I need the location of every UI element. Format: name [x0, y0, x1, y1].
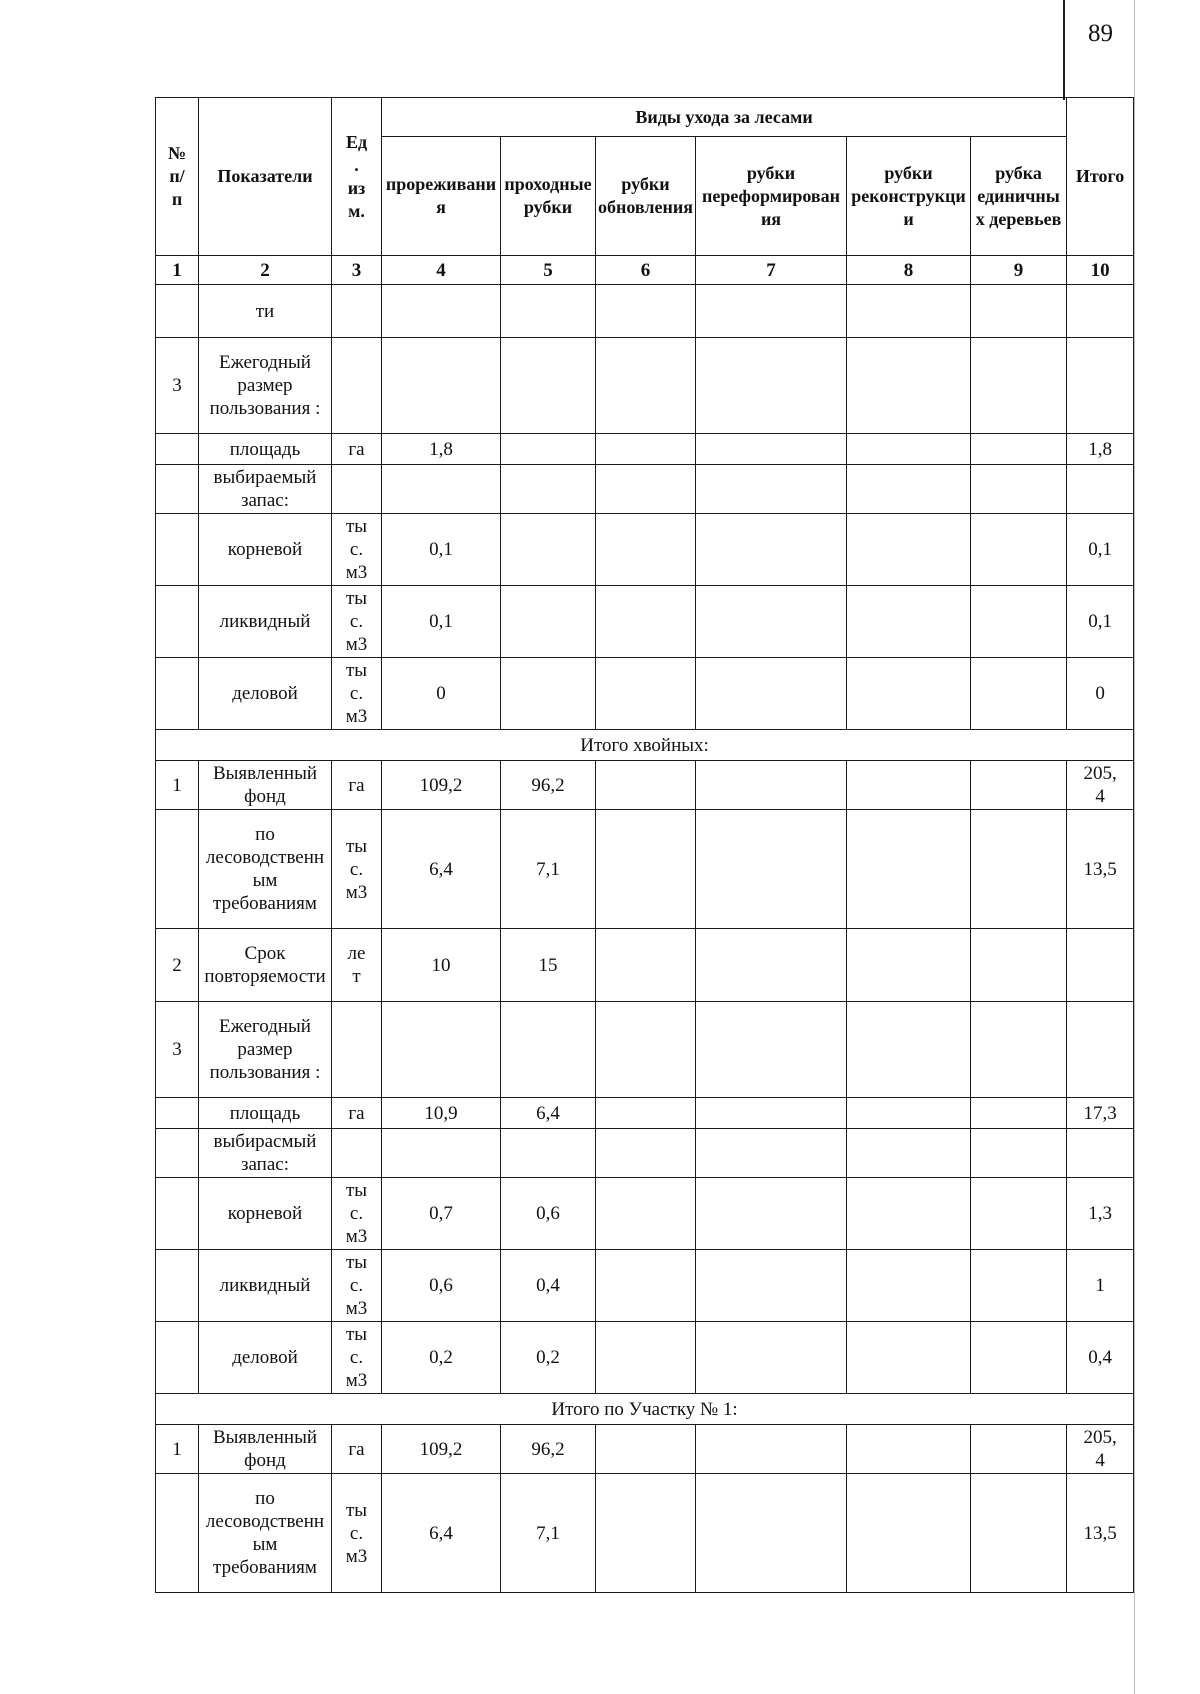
col-header-indicators: Показатели — [199, 98, 332, 256]
table-cell — [971, 285, 1067, 338]
table-cell — [156, 514, 199, 586]
table-cell — [847, 1002, 971, 1098]
col-group-header-care-types: Виды ухода за лесами — [382, 98, 1067, 137]
table-cell: 109,2 — [382, 761, 501, 810]
table-row — [156, 658, 1134, 730]
table-cell — [847, 810, 971, 929]
table-cell — [971, 658, 1067, 730]
table-cell — [1067, 1129, 1134, 1178]
table-cell — [847, 514, 971, 586]
table-cell — [501, 338, 596, 434]
table-cell — [382, 1129, 501, 1178]
table-cell — [596, 285, 696, 338]
table-row — [156, 761, 1134, 810]
table-cell — [596, 1098, 696, 1129]
table-cell — [971, 1098, 1067, 1129]
table-cell — [971, 1322, 1067, 1394]
table-cell — [696, 586, 847, 658]
table-cell — [696, 338, 847, 434]
column-number: 9 — [971, 256, 1067, 285]
table-cell — [501, 465, 596, 514]
table-cell — [971, 1178, 1067, 1250]
col-header-thinning: прореживания — [382, 137, 501, 256]
table-cell — [332, 338, 382, 434]
table-cell — [696, 929, 847, 1002]
table-cell — [596, 514, 696, 586]
table-cell — [971, 810, 1067, 929]
table-cell: 96,2 — [501, 1425, 596, 1474]
table-cell — [501, 586, 596, 658]
table-cell: ты с. м3 — [332, 1474, 382, 1593]
table-cell — [971, 929, 1067, 1002]
col-header-single-tree-cutting: рубка единичных деревьев — [971, 137, 1067, 256]
table-cell: ты с. м3 — [332, 658, 382, 730]
table-row — [156, 1002, 1134, 1098]
table-cell: по лесоводственным требованиям — [199, 810, 332, 929]
table-cell — [971, 1129, 1067, 1178]
table-cell — [847, 1178, 971, 1250]
table-cell: Ежегодный размер пользования : — [199, 338, 332, 434]
table-cell: 10 — [382, 929, 501, 1002]
table-cell — [382, 1002, 501, 1098]
table-cell: выбираемый запас: — [199, 465, 332, 514]
table-cell: Выявленный фонд — [199, 761, 332, 810]
table-cell — [847, 1322, 971, 1394]
table-row — [156, 1474, 1134, 1593]
col-header-passage-cutting: проходные рубки — [501, 137, 596, 256]
table-cell — [847, 929, 971, 1002]
table-cell — [156, 658, 199, 730]
table-cell: ти — [199, 285, 332, 338]
col-header-unit: Ед . из м. — [332, 98, 382, 256]
table-cell — [156, 465, 199, 514]
table-cell — [1067, 465, 1134, 514]
table-cell: 7,1 — [501, 810, 596, 929]
table-cell — [847, 586, 971, 658]
table-row — [156, 434, 1134, 465]
table-cell: ты с. м3 — [332, 586, 382, 658]
table-cell: ты с. м3 — [332, 1250, 382, 1322]
table-cell: 3 — [156, 1002, 199, 1098]
table-row — [156, 1129, 1134, 1178]
column-number: 2 — [199, 256, 332, 285]
table-cell — [1067, 1002, 1134, 1098]
column-number: 6 — [596, 256, 696, 285]
table-cell — [847, 465, 971, 514]
table-cell: корневой — [199, 1178, 332, 1250]
col-header-reconstruction-cutting: рубки реконструкции — [847, 137, 971, 256]
section-title: Итого хвойных: — [156, 730, 1134, 761]
table-cell — [971, 1002, 1067, 1098]
table-cell — [382, 338, 501, 434]
header-row-group — [156, 98, 1134, 137]
table-cell — [596, 810, 696, 929]
table-cell: Ежегодный размер пользования : — [199, 1002, 332, 1098]
table-cell — [696, 658, 847, 730]
table-cell: 0,1 — [1067, 586, 1134, 658]
col-header-renewal-cutting: рубки обновления — [596, 137, 696, 256]
table-row — [156, 1250, 1134, 1322]
table-cell — [596, 658, 696, 730]
table-cell: 0,7 — [382, 1178, 501, 1250]
column-number: 3 — [332, 256, 382, 285]
table-cell — [501, 658, 596, 730]
table-cell: 1 — [156, 761, 199, 810]
table-cell: га — [332, 761, 382, 810]
table-cell: 1 — [156, 1425, 199, 1474]
table-cell — [156, 586, 199, 658]
table-cell: 0,2 — [382, 1322, 501, 1394]
table-cell — [847, 1098, 971, 1129]
table-cell: 0,2 — [501, 1322, 596, 1394]
table-cell: 0 — [382, 658, 501, 730]
table-cell — [156, 1098, 199, 1129]
table-cell: га — [332, 1098, 382, 1129]
table-cell — [156, 810, 199, 929]
table-cell: га — [332, 1425, 382, 1474]
table-cell: ле т — [332, 929, 382, 1002]
table-cell: 205, 4 — [1067, 1425, 1134, 1474]
table-cell: площадь — [199, 434, 332, 465]
scan-edge-line — [1134, 0, 1135, 1694]
table-cell — [596, 1178, 696, 1250]
table-cell — [501, 285, 596, 338]
table-cell: 96,2 — [501, 761, 596, 810]
table-cell — [696, 1002, 847, 1098]
table-row — [156, 810, 1134, 929]
table-cell — [971, 465, 1067, 514]
table-row — [156, 929, 1134, 1002]
table-cell — [696, 1178, 847, 1250]
section-total-row — [156, 730, 1134, 761]
table-cell — [596, 586, 696, 658]
table-cell: 109,2 — [382, 1425, 501, 1474]
table-cell — [156, 1322, 199, 1394]
table-row — [156, 465, 1134, 514]
table-cell: 1 — [1067, 1250, 1134, 1322]
table-cell — [696, 1474, 847, 1593]
table-cell — [847, 1425, 971, 1474]
col-header-total: Итого — [1067, 98, 1134, 256]
table-cell: 13,5 — [1067, 810, 1134, 929]
table-row — [156, 1322, 1134, 1394]
table-body — [156, 256, 1134, 1593]
scan-binding-line — [1063, 0, 1065, 100]
table-cell: Выявленный фонд — [199, 1425, 332, 1474]
table-cell: по лесоводственным требованиям — [199, 1474, 332, 1593]
table-cell — [156, 1474, 199, 1593]
table-cell — [847, 285, 971, 338]
table-cell — [596, 761, 696, 810]
table-cell: 6,4 — [501, 1098, 596, 1129]
table-cell — [382, 465, 501, 514]
table-cell: 2 — [156, 929, 199, 1002]
table-cell: ты с. м3 — [332, 1178, 382, 1250]
table-cell — [332, 1002, 382, 1098]
table-cell — [696, 1098, 847, 1129]
table-cell — [596, 1129, 696, 1178]
table-cell — [156, 1178, 199, 1250]
table-cell — [971, 434, 1067, 465]
table-cell — [971, 514, 1067, 586]
table-cell — [696, 810, 847, 929]
table-cell — [971, 1474, 1067, 1593]
table-cell — [696, 761, 847, 810]
table-row — [156, 514, 1134, 586]
column-number: 1 — [156, 256, 199, 285]
table-cell: 0,1 — [382, 586, 501, 658]
table-cell — [696, 285, 847, 338]
page-number: 89 — [1088, 20, 1113, 47]
table-cell: 0 — [1067, 658, 1134, 730]
table-cell: 0,1 — [1067, 514, 1134, 586]
table-cell: ты с. м3 — [332, 514, 382, 586]
table-cell — [596, 465, 696, 514]
column-number-row — [156, 256, 1134, 285]
table-row — [156, 1178, 1134, 1250]
table-cell: 13,5 — [1067, 1474, 1134, 1593]
table-cell — [847, 761, 971, 810]
table-cell — [596, 1474, 696, 1593]
table-cell: 1,8 — [1067, 434, 1134, 465]
table-cell — [696, 1322, 847, 1394]
table-cell: ликвидный — [199, 586, 332, 658]
table-cell — [696, 1129, 847, 1178]
table-cell: 0,4 — [1067, 1322, 1134, 1394]
table-cell — [501, 434, 596, 465]
table-cell — [332, 285, 382, 338]
table-cell: 1,3 — [1067, 1178, 1134, 1250]
table-cell — [1067, 929, 1134, 1002]
table-cell — [501, 514, 596, 586]
table-cell — [847, 1129, 971, 1178]
table-cell: 6,4 — [382, 810, 501, 929]
col-header-number: № п/ п — [156, 98, 199, 256]
table-cell: 0,4 — [501, 1250, 596, 1322]
table-cell — [596, 1322, 696, 1394]
table-cell: 1,8 — [382, 434, 501, 465]
table-row — [156, 586, 1134, 658]
table-cell: 17,3 — [1067, 1098, 1134, 1129]
table-cell — [847, 338, 971, 434]
table-cell — [696, 434, 847, 465]
table-cell — [847, 1474, 971, 1593]
table-cell: 6,4 — [382, 1474, 501, 1593]
table-cell: 205, 4 — [1067, 761, 1134, 810]
table-cell: 7,1 — [501, 1474, 596, 1593]
col-header-reformation-cutting: рубки переформирования — [696, 137, 847, 256]
column-number: 10 — [1067, 256, 1134, 285]
table-cell — [382, 285, 501, 338]
table-cell: 10,9 — [382, 1098, 501, 1129]
table-cell — [696, 465, 847, 514]
section-title: Итого по Участку № 1: — [156, 1394, 1134, 1425]
table-row — [156, 285, 1134, 338]
forest-care-table — [155, 97, 1134, 1593]
table-cell — [1067, 285, 1134, 338]
table-cell — [971, 1250, 1067, 1322]
table-cell — [1067, 338, 1134, 434]
table-cell — [156, 434, 199, 465]
section-total-row — [156, 1394, 1134, 1425]
table-cell — [596, 1425, 696, 1474]
table-cell — [596, 929, 696, 1002]
table-cell — [696, 1250, 847, 1322]
table-cell: деловой — [199, 658, 332, 730]
column-number: 5 — [501, 256, 596, 285]
table-cell: Срок повторяемости — [199, 929, 332, 1002]
table-cell — [596, 338, 696, 434]
table-cell — [696, 514, 847, 586]
table-cell: 0,1 — [382, 514, 501, 586]
table-cell — [971, 338, 1067, 434]
table-cell: ты с. м3 — [332, 810, 382, 929]
table-cell — [847, 1250, 971, 1322]
table-cell: 3 — [156, 338, 199, 434]
table-cell — [501, 1129, 596, 1178]
table-cell — [156, 285, 199, 338]
table-cell — [847, 658, 971, 730]
table-cell: 0,6 — [501, 1178, 596, 1250]
table-cell — [596, 434, 696, 465]
table-cell: выбирасмый запас: — [199, 1129, 332, 1178]
column-number: 7 — [696, 256, 847, 285]
table-row — [156, 338, 1134, 434]
table-cell: 15 — [501, 929, 596, 1002]
table-cell — [501, 1002, 596, 1098]
table-cell: ты с. м3 — [332, 1322, 382, 1394]
table-cell — [971, 761, 1067, 810]
table-cell — [156, 1250, 199, 1322]
table-cell: га — [332, 434, 382, 465]
table-cell — [971, 1425, 1067, 1474]
table-cell: 0,6 — [382, 1250, 501, 1322]
table-cell: ликвидный — [199, 1250, 332, 1322]
column-number: 4 — [382, 256, 501, 285]
table-cell — [596, 1002, 696, 1098]
table-cell — [847, 434, 971, 465]
table-cell — [332, 1129, 382, 1178]
table-cell — [596, 1250, 696, 1322]
table-row — [156, 1425, 1134, 1474]
table-cell — [332, 465, 382, 514]
table-cell — [696, 1425, 847, 1474]
table-cell: деловой — [199, 1322, 332, 1394]
column-number: 8 — [847, 256, 971, 285]
table-cell: площадь — [199, 1098, 332, 1129]
table-cell — [971, 586, 1067, 658]
table-cell — [156, 1129, 199, 1178]
table-cell: корневой — [199, 514, 332, 586]
table-row — [156, 1098, 1134, 1129]
